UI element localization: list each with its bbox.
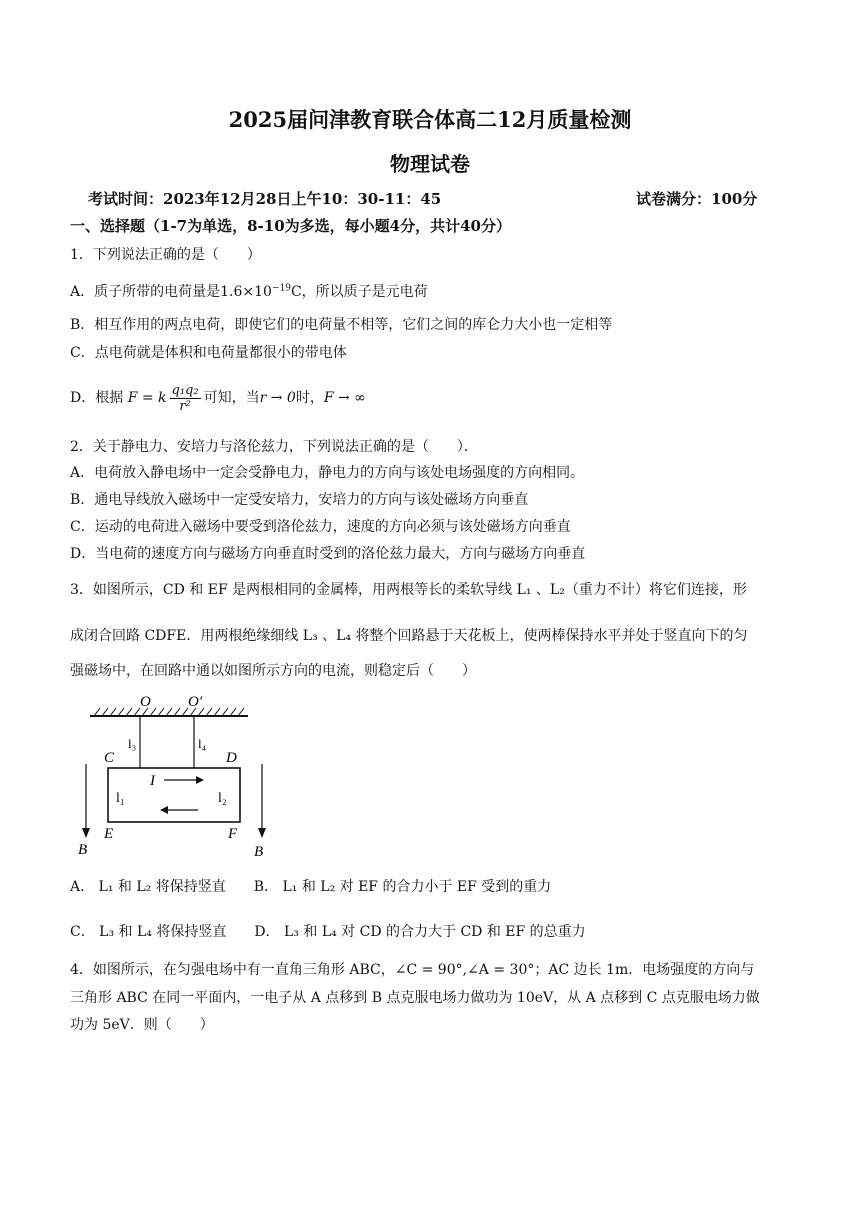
coulomb-fraction: $\frac{\text{q₁q₂}}{\text{r²}}$ <box>171 382 199 414</box>
q4-line-2: 三角形 ABC 在同一平面内，一电子从 A 点移到 B 点克服电场力做功为 10eV，从 A 点移到 C 点克服电场力做 <box>70 990 760 1006</box>
full-score: 试卷满分：100分 <box>636 190 758 208</box>
q3-line-3: 强磁场中，在回路中通以如图所示方向的电流，则稳定后（ ） <box>70 663 476 679</box>
label-F: F <box>228 826 238 842</box>
q2-option-d: D．当电荷的速度方向与磁场方向垂直时受到的洛伦兹力最大，方向与磁场方向垂直 <box>70 546 586 562</box>
q2-option-c: C．运动的电荷进入磁场中要受到洛伦兹力，速度的方向必须与该处磁场方向垂直 <box>70 519 571 535</box>
label-E: E <box>104 826 114 842</box>
label-D: D <box>226 750 237 766</box>
current-arrowhead-top <box>196 776 204 784</box>
label-B-right: B <box>254 844 264 860</box>
section-heading: 一、选择题（1-7为单选，8-10为多选，每小题4分，共计40分） <box>70 217 511 235</box>
q1-stem: 1．下列说法正确的是（ ） <box>70 247 261 263</box>
label-l3: l₃ <box>128 736 137 751</box>
q2-option-b: B．通电导线放入磁场中一定受安培力，安培力的方向与该处磁场方向垂直 <box>70 492 529 508</box>
q1-option-d: D．根据 F = k $\frac{\text{q₁q₂}}{\text{r²}}$ 可知，当r → 0时，F → ∞ <box>70 382 366 414</box>
q3-line-2: 成闭合回路 CDFE．用两根绝缘细线 L₃ 、L₄ 将整个回路悬于天花板上，使两棒保持水平并处于竖直向下的匀 <box>70 628 748 644</box>
circuit-figure <box>70 692 280 862</box>
q1-option-a: A．质子所带的电荷量是$1.6\times 10^{-19}C$，所以质子是元电荷 <box>70 283 428 300</box>
label-C: C <box>104 750 115 766</box>
field-arrowhead-left <box>82 828 90 838</box>
label-B-left: B <box>78 842 88 858</box>
field-arrowhead-right <box>258 828 266 838</box>
q1-option-c: C．点电荷就是体积和电荷量都很小的带电体 <box>70 345 347 361</box>
label-current: I <box>150 773 155 789</box>
q2-stem: 2．关于静电力、安培力与洛伦兹力，下列说法正确的是（ ）． <box>70 439 478 455</box>
current-arrowhead-bottom <box>160 806 168 814</box>
exam-time: 考试时间：2023年12月28日上午10：30-11：45 <box>88 190 442 208</box>
label-l4: l₄ <box>198 736 207 751</box>
label-O-prime: O′ <box>188 694 203 710</box>
q3-line-1: 3．如图所示，CD 和 EF 是两根相同的金属棒，用两根等长的柔软导线 L₁ 、L₂（重力不计）将它们连接，形 <box>70 582 747 598</box>
label-O: O <box>140 694 151 710</box>
q3-options-cd: C． L₃ 和 L₄ 将保持竖直 D． L₃ 和 L₄ 对 CD 的合力大于 CD 和 EF 的总重力 <box>70 924 586 940</box>
label-l1: l₁ <box>116 791 125 806</box>
label-l2: l₂ <box>218 791 227 806</box>
exam-title: 2025届问津教育联合体高二12月质量检测 <box>228 107 632 132</box>
q4-line-3: 功为 5eV．则（ ） <box>70 1017 214 1033</box>
q1-option-b: B．相互作用的两点电荷，即使它们的电荷量不相等，它们之间的库仑力大小也一定相等 <box>70 317 613 333</box>
exam-subject: 物理试卷 <box>390 152 470 176</box>
q3-options-ab: A． L₁ 和 L₂ 将保持竖直 B． L₁ 和 L₂ 对 EF 的合力小于 EF 受到的重力 <box>70 879 552 895</box>
q2-option-a: A．电荷放入静电场中一定会受静电力，静电力的方向与该处电场强度的方向相同。 <box>70 465 585 481</box>
q4-line-1: 4．如图所示，在匀强电场中有一直角三角形 ABC，∠C = 90°,∠A = 30°；AC 边长 1m．电场强度的方向与 <box>70 962 755 978</box>
